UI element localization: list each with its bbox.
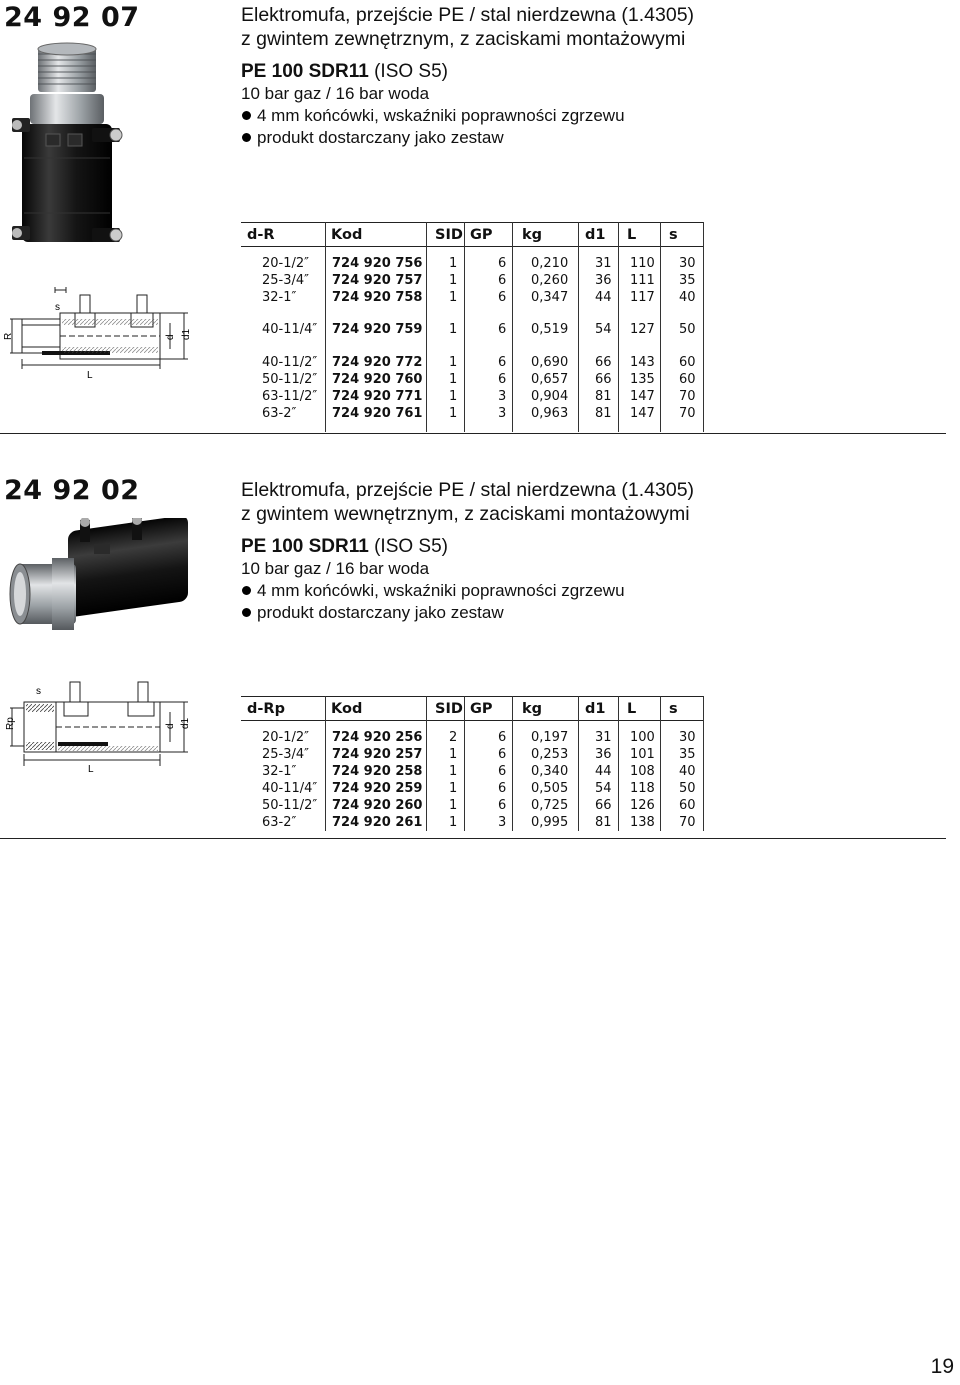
table-row: 32-1″ 724 920 758 1 6 0,347 44 117 40 bbox=[262, 290, 696, 305]
drawing-label-s: s bbox=[55, 302, 60, 313]
col-header-d-r: d-R bbox=[247, 227, 275, 243]
title-line-2: z gwintem wewnętrznym, z zaciskami montażowymi bbox=[241, 503, 690, 525]
standard-line bbox=[241, 536, 694, 558]
col-header-kg: kg bbox=[522, 701, 543, 717]
title-line-1: Elektromufa, przejście PE / stal nierdzewna (1.4305) bbox=[241, 479, 695, 501]
col-header-d1: d1 bbox=[585, 227, 606, 243]
table-row: 50-11/2″ 724 920 760 1 6 0,657 66 135 60 bbox=[262, 372, 696, 387]
table-header-rule bbox=[241, 222, 703, 223]
table-row: 63-11/2″ 724 920 771 1 3 0,904 81 147 70 bbox=[262, 389, 696, 404]
table-row: 50-11/2″ 724 920 260 1 6 0,725 66 126 60 bbox=[262, 798, 696, 813]
drawing-label-d1: d1 bbox=[180, 717, 191, 729]
table-row: 63-2″ 724 920 261 1 3 0,995 81 138 70 bbox=[262, 815, 696, 830]
product-photo bbox=[8, 38, 128, 253]
table-row: 25-3/4″ 724 920 757 1 6 0,260 36 111 35 bbox=[262, 273, 696, 288]
drawing-label-r: R bbox=[3, 332, 14, 340]
bullet-dot-icon bbox=[242, 586, 251, 595]
col-header-l: L bbox=[627, 227, 637, 243]
table-row: 40-11/4″ 724 920 259 1 6 0,505 54 118 50 bbox=[262, 781, 696, 796]
standard-bold: PE 100 SDR11 bbox=[241, 61, 369, 82]
table-row: 32-1″ 724 920 258 1 6 0,340 44 108 40 bbox=[262, 764, 696, 779]
drawing-label-rp: Rp bbox=[5, 717, 16, 730]
table-header-rule bbox=[241, 696, 703, 697]
product-section-249207 bbox=[0, 0, 960, 440]
product-code: 24 92 02 bbox=[4, 475, 140, 506]
table-row: 20-1/2″ 724 920 256 2 6 0,197 31 100 30 bbox=[262, 730, 696, 745]
col-header-s: s bbox=[669, 227, 678, 243]
bullet-item: produkt dostarczany jako zestaw bbox=[241, 127, 694, 149]
section-divider bbox=[0, 433, 946, 434]
product-description bbox=[241, 478, 694, 624]
table-header-rule bbox=[241, 246, 703, 247]
title-line-2: z gwintem zewnętrznym, z zaciskami montażowymi bbox=[241, 28, 686, 50]
bullet-dot-icon bbox=[242, 111, 251, 120]
standard-line bbox=[241, 61, 694, 83]
pressure-line: 10 bar gaz / 16 bar woda bbox=[241, 559, 430, 578]
col-header-d-rp: d-Rp bbox=[247, 701, 285, 717]
table-row: 20-1/2″ 724 920 756 1 6 0,210 31 110 30 bbox=[262, 256, 696, 271]
table-row: 25-3/4″ 724 920 257 1 6 0,253 36 101 35 bbox=[262, 747, 696, 762]
bullet-dot-icon bbox=[242, 133, 251, 142]
drawing-label-d: d bbox=[165, 723, 176, 729]
standard-rest: (ISO S5) bbox=[368, 61, 448, 82]
bullet-item: produkt dostarczany jako zestaw bbox=[241, 602, 694, 624]
product-description bbox=[241, 3, 694, 149]
col-header-sid: SID bbox=[435, 227, 463, 243]
standard-bold: PE 100 SDR11 bbox=[241, 536, 369, 557]
bullet-item: 4 mm końcówki, wskaźniki poprawności zgrzewu bbox=[241, 580, 694, 602]
col-header-sid: SID bbox=[435, 701, 463, 717]
col-header-kg: kg bbox=[522, 227, 543, 243]
table-header-rule bbox=[241, 720, 703, 721]
product-code: 24 92 07 bbox=[4, 2, 140, 33]
col-header-s: s bbox=[669, 701, 678, 717]
page-number: 19 bbox=[930, 1355, 954, 1378]
drawing-label-d: d bbox=[165, 334, 176, 340]
pressure-line: 10 bar gaz / 16 bar woda bbox=[241, 84, 430, 103]
table-row: 40-11/2″ 724 920 772 1 6 0,690 66 143 60 bbox=[262, 355, 696, 370]
col-header-kod: Kod bbox=[331, 701, 363, 717]
bullet-dot-icon bbox=[242, 608, 251, 617]
drawing-label-l: L bbox=[87, 370, 93, 381]
col-header-d1: d1 bbox=[585, 701, 606, 717]
title-line-1: Elektromufa, przejście PE / stal nierdzewna (1.4305) bbox=[241, 4, 695, 26]
table-row: 63-2″ 724 920 761 1 3 0,963 81 147 70 bbox=[262, 406, 696, 421]
section-divider bbox=[0, 838, 946, 839]
col-header-l: L bbox=[627, 701, 637, 717]
drawing-label-l: L bbox=[88, 764, 94, 775]
standard-rest: (ISO S5) bbox=[368, 536, 448, 557]
bullet-item: 4 mm końcówki, wskaźniki poprawności zgrzewu bbox=[241, 105, 694, 127]
drawing-label-d1: d1 bbox=[181, 328, 192, 340]
col-header-gp: GP bbox=[470, 701, 493, 717]
product-photo bbox=[8, 518, 200, 638]
col-header-gp: GP bbox=[470, 227, 493, 243]
product-section-249202 bbox=[0, 440, 960, 860]
drawing-label-s: s bbox=[36, 686, 41, 697]
table-row: 40-11/4″ 724 920 759 1 6 0,519 54 127 50 bbox=[262, 322, 696, 337]
col-header-kod: Kod bbox=[331, 227, 363, 243]
